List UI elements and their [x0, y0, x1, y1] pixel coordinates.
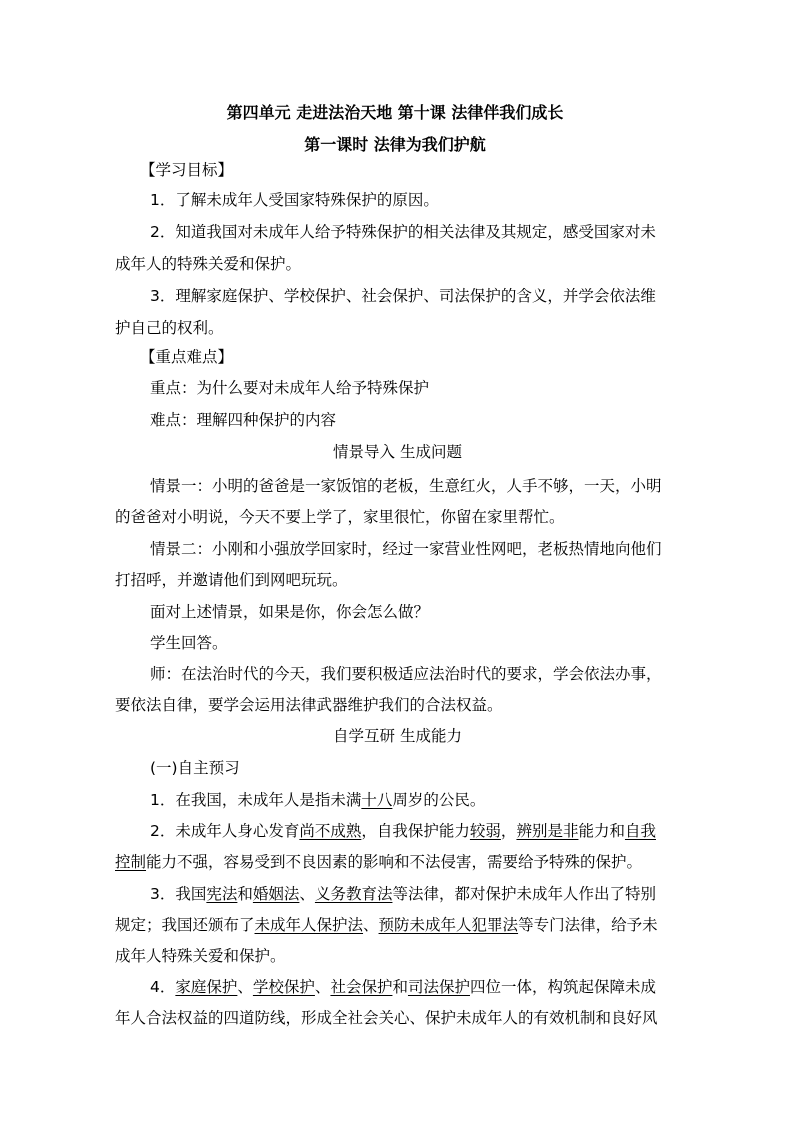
preview-q1 — [150, 789, 680, 811]
intro-line: 师：在法治时代的今天，我们要积极适应法治时代的要求，学会依法办事， — [150, 665, 662, 683]
text-run: 等法律，都对保护未成年人作出了特别 — [392, 885, 656, 903]
answer-blank: 社会保护 — [330, 978, 393, 996]
intro-line: 要依法自律，要学会运用法律武器维护我们的合法权益。 — [115, 696, 503, 714]
text-run: 、 — [363, 916, 379, 934]
text-run: 、 — [314, 978, 331, 996]
answer-blank: 宪法 — [206, 885, 238, 903]
answer-blank: 十八 — [361, 791, 393, 809]
preview-q4 — [150, 976, 680, 998]
text-run: 3．我国 — [150, 885, 207, 903]
text-run: 周岁的公民。 — [392, 791, 486, 809]
page-subtitle: 第一课时 法律为我们护航 — [304, 135, 486, 154]
text-run: 能力不强，容易受到不良因素的影响和不法侵害，需要给予特殊的保护。 — [146, 853, 643, 871]
text-run: 等专门法律，给予未 — [518, 916, 658, 934]
objective-2: 2．知道我国对未成年人给予特殊保护的相关法律及其规定，感受国家对未 — [150, 223, 656, 241]
text-run: 2．未成年人身心发育 — [150, 822, 300, 840]
preview-q3-cont: 成年人特殊关爱和保护。 — [115, 947, 286, 965]
intro-heading: 情景导入 生成问题 — [333, 443, 462, 461]
focus-point: 重点：为什么要对未成年人给予特殊保护 — [150, 379, 430, 397]
preview-q3 — [150, 883, 680, 905]
study-subheading: (一)自主预习 — [150, 759, 240, 777]
answer-blank: 自我 — [624, 822, 656, 840]
text-run: 、 — [299, 885, 315, 903]
intro-line: 情景一：小明的爸爸是一家饭馆的老板，生意红火，人手不够，一天，小明 — [150, 477, 662, 495]
intro-line: 面对上述情景，如果是你，你会怎么做？ — [150, 603, 430, 621]
difficulty-point: 难点：理解四种保护的内容 — [150, 411, 337, 429]
text-run: 1．在我国，未成年人是指未满 — [150, 791, 362, 809]
intro-line: 学生回答。 — [150, 634, 228, 652]
text-run: 、 — [237, 978, 253, 996]
objectives-heading: 【学习目标】 — [140, 161, 234, 179]
preview-q3-cont — [115, 914, 680, 936]
answer-blank: 义务教育法 — [314, 885, 393, 903]
text-run: 四位一体，构筑起保障未成 — [469, 978, 656, 996]
text-run: 和 — [392, 978, 408, 996]
answer-blank: 控制 — [115, 853, 147, 871]
intro-line: 情景二：小刚和小强放学回家时，经过一家营业性网吧，老板热情地向他们 — [150, 540, 662, 558]
preview-q2 — [150, 820, 680, 842]
objective-3-cont: 护自己的权利。 — [115, 319, 224, 337]
page-title: 第四单元 走进法治天地 第十课 法律伴我们成长 — [226, 103, 564, 122]
answer-blank: 辨别是非 — [516, 822, 579, 840]
objective-2-cont: 成年人的特殊关爱和保护。 — [115, 255, 302, 273]
answer-blank: 较弱 — [469, 822, 501, 840]
text-run: 规定；我国还颁布了 — [115, 916, 255, 934]
answer-blank: 尚不成熟 — [299, 822, 362, 840]
intro-line: 打招呼，并邀请他们到网吧玩玩。 — [115, 571, 348, 589]
objective-3: 3．理解家庭保护、学校保护、社会保护、司法保护的含义，并学会依法维 — [150, 287, 656, 305]
preview-q2-cont — [115, 851, 680, 873]
text-run: ，自我保护能力 — [361, 822, 470, 840]
intro-line: 的爸爸对小明说，今天不要上学了，家里很忙，你留在家里帮忙。 — [115, 508, 565, 526]
answer-blank: 家庭保护 — [175, 978, 238, 996]
text-run: 4． — [150, 978, 176, 996]
answer-blank: 未成年人保护法 — [254, 916, 364, 934]
objective-1: 1．了解未成年人受国家特殊保护的原因。 — [150, 191, 439, 209]
answer-blank: 预防未成年人犯罪法 — [378, 916, 519, 934]
text-run: 能力和 — [578, 822, 625, 840]
answer-blank: 司法保护 — [407, 978, 470, 996]
answer-blank: 婚姻法 — [252, 885, 300, 903]
study-heading: 自学互研 生成能力 — [333, 727, 462, 745]
text-run: 和 — [237, 885, 253, 903]
answer-blank: 学校保护 — [252, 978, 315, 996]
text-run: ， — [500, 822, 517, 840]
key-points-heading: 【重点难点】 — [140, 348, 234, 366]
preview-q4-cont: 年人合法权益的四道防线，形成全社会关心、保护未成年人的有效机制和良好风 — [115, 1009, 658, 1027]
